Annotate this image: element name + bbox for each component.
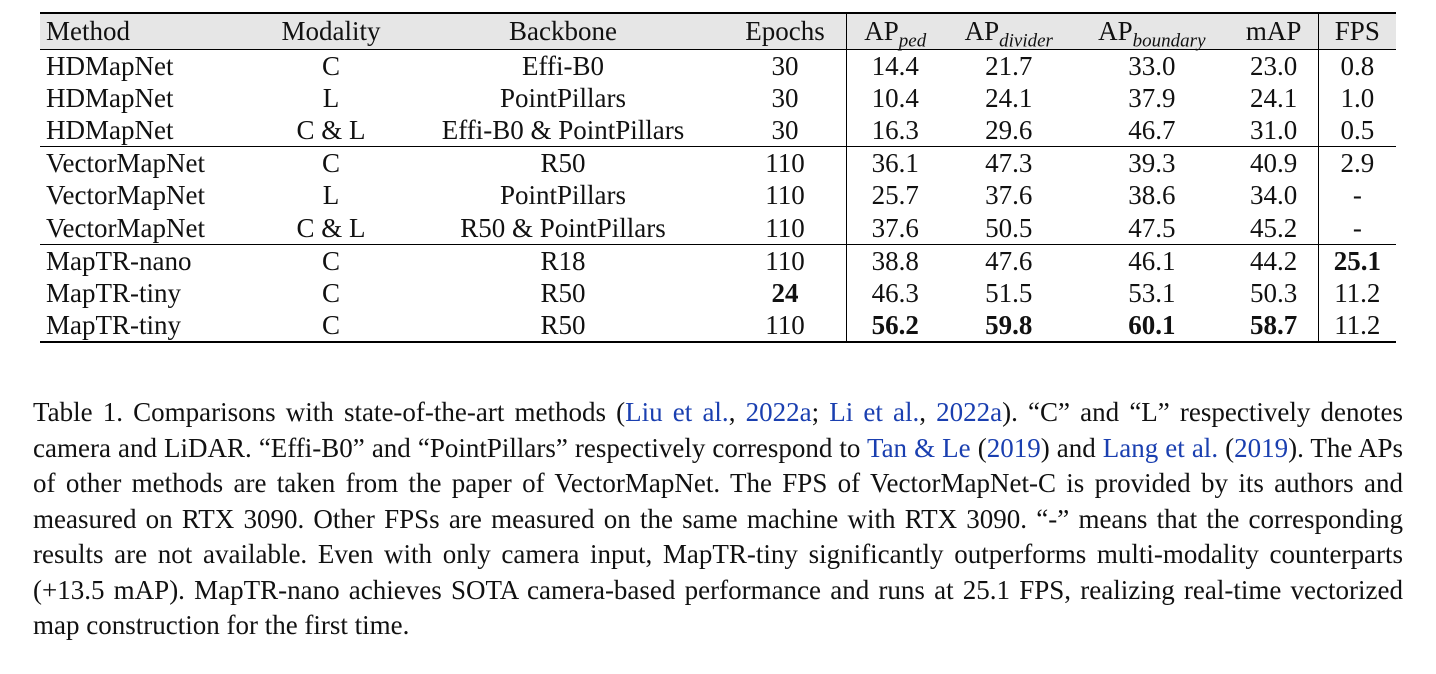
cell-ap-ped: 38.8 — [847, 244, 944, 277]
cell-backbone: PointPillars — [499, 180, 627, 211]
header-ap-ped-sub: ped — [898, 30, 927, 52]
cell-backbone: PointPillars — [499, 82, 627, 113]
table-row — [40, 179, 1396, 212]
caption-text: ). The APs of other methods are taken from the paper of VectorMapNet. The FPS of VectorMapNet-C is provided by its authors and measured on RTX 3090. Other FPSs are measured on the same machine with RTX 3090. “-” means that the corresponding results are not available. Even with only camera input, MapTR-tiny significantly outperforms multi-modality counterparts (+13.5 mAP). MapTR-nano achieves SOTA camera-based performance and runs at 25.1 FPS, realizing real-time vectorized map construction for the first time. — [33, 432, 1403, 640]
cell-epochs: 110 — [724, 309, 847, 342]
table-caption — [33, 395, 1403, 644]
cell-fps: 11.2 — [1318, 277, 1396, 310]
citation-year-link[interactable]: 2022a — [936, 397, 1003, 427]
header-ap-boundary-base: AP — [1098, 16, 1133, 47]
cell-backbone: Effi-B0 & PointPillars — [402, 114, 724, 147]
cell-modality: L — [322, 82, 340, 113]
header-method: Method — [40, 13, 260, 49]
cell-epochs: 110 — [765, 180, 805, 211]
table-row — [40, 114, 1396, 147]
table-row — [40, 212, 1396, 245]
cell-map: 50.3 — [1249, 277, 1298, 308]
cell-method: MapTR-tiny — [40, 309, 260, 342]
header-map: mAP — [1230, 13, 1319, 49]
cell-ap-divider: 59.8 — [943, 309, 1074, 342]
cell-modality: C & L — [260, 212, 402, 245]
cell-method: MapTR-nano — [46, 245, 192, 276]
cell-ap-ped: 46.3 — [847, 277, 944, 310]
caption-text: ( — [970, 432, 987, 463]
cell-backbone: R50 — [540, 148, 586, 178]
cell-modality: C — [260, 309, 402, 342]
cell-backbone: R18 — [540, 245, 586, 276]
cell-modality: C — [321, 277, 340, 308]
citation-link[interactable]: Li et al. — [829, 397, 920, 427]
cell-fps: 1.0 — [1318, 82, 1396, 115]
cell-map: 24.1 — [1249, 82, 1298, 113]
caption-text: Table 1. Comparisons with state-of-the-art methods ( — [33, 397, 626, 427]
caption-text: ) and — [1040, 432, 1103, 463]
cell-modality: L — [322, 180, 340, 211]
cell-fps: 11.2 — [1318, 309, 1396, 342]
cell-method: HDMapNet — [46, 82, 174, 113]
table-header — [40, 13, 1396, 52]
cell-method: VectorMapNet — [40, 212, 260, 245]
cell-epochs: 30 — [724, 114, 847, 147]
cell-ap-divider: 50.5 — [943, 212, 1074, 245]
cell-ap-ped: 37.6 — [847, 212, 944, 245]
citation-link[interactable]: Lang et al. — [1102, 432, 1219, 463]
table-row — [40, 309, 1396, 342]
table-row — [40, 277, 1396, 310]
cell-epochs: 30 — [771, 50, 799, 81]
cell-ap-divider: 47.6 — [985, 245, 1033, 276]
cell-backbone: Effi-B0 — [522, 50, 604, 81]
cell-method: VectorMapNet — [46, 148, 205, 178]
citation-year-link[interactable]: 2019 — [1234, 432, 1289, 463]
cell-ap-divider: 24.1 — [985, 82, 1033, 113]
cell-epochs: 110 — [765, 245, 805, 276]
header-ap-boundary — [1074, 13, 1229, 52]
cell-ap-divider: 47.3 — [985, 148, 1033, 178]
cell-backbone: R50 & PointPillars — [402, 212, 724, 245]
header-row — [40, 13, 1396, 49]
cell-modality: C & L — [260, 114, 402, 147]
header-ap-divider-base: AP — [964, 16, 1000, 47]
cell-map: 58.7 — [1230, 309, 1319, 342]
cell-fps: 0.8 — [1318, 49, 1396, 82]
header-ap-divider-sub: divider — [999, 30, 1053, 52]
cell-backbone: R50 — [540, 277, 586, 308]
cell-ap-boundary: 33.0 — [1128, 50, 1176, 81]
cell-ap-divider: 29.6 — [943, 114, 1074, 147]
cell-epochs: 30 — [771, 82, 799, 113]
caption-text: , — [919, 397, 937, 427]
cell-epochs: 110 — [724, 212, 847, 245]
header-ap-ped-base: AP — [864, 16, 899, 47]
cell-map: 31.0 — [1230, 114, 1319, 147]
cell-backbone: R50 — [402, 309, 724, 342]
table-row — [40, 147, 1396, 180]
cell-map: 44.2 — [1249, 245, 1298, 276]
cell-ap-boundary: 53.1 — [1128, 277, 1176, 308]
cell-ap-boundary: 60.1 — [1074, 309, 1229, 342]
table-row — [40, 244, 1396, 277]
caption-text: , — [728, 397, 746, 427]
cell-ap-ped: 25.7 — [847, 179, 944, 212]
cell-ap-ped: 56.2 — [847, 309, 944, 342]
cell-modality: C — [321, 148, 340, 178]
cell-ap-ped: 36.1 — [847, 147, 944, 180]
cell-ap-boundary: 46.7 — [1074, 114, 1229, 147]
cell-ap-boundary: 37.9 — [1128, 82, 1176, 113]
cell-fps: - — [1318, 212, 1396, 245]
header-ap-ped — [847, 13, 944, 52]
cell-epochs: 110 — [765, 148, 805, 178]
cell-ap-boundary: 46.1 — [1128, 245, 1176, 276]
results-table — [40, 12, 1396, 343]
cell-map: 23.0 — [1249, 50, 1298, 81]
cell-ap-boundary: 39.3 — [1128, 148, 1176, 178]
header-backbone: Backbone — [402, 13, 724, 49]
cell-method: HDMapNet — [40, 114, 260, 147]
header-epochs: Epochs — [724, 13, 847, 49]
cell-fps: 0.5 — [1318, 114, 1396, 147]
cell-map: 45.2 — [1230, 212, 1319, 245]
cell-ap-boundary: 47.5 — [1074, 212, 1229, 245]
cell-map: 34.0 — [1249, 180, 1298, 211]
cell-map: 40.9 — [1249, 148, 1298, 178]
cell-method: VectorMapNet — [46, 180, 205, 211]
caption-text: ( — [1218, 432, 1235, 463]
cell-ap-ped: 16.3 — [847, 114, 944, 147]
caption-text: ). “C” and “L” respectively denotes camera and LiDAR. “Effi-B0” and “PointPillars” respectively correspond to — [33, 397, 1404, 463]
cell-method: MapTR-tiny — [46, 277, 181, 308]
citation-year-link[interactable]: 2019 — [986, 432, 1041, 463]
citation-link[interactable]: Liu et al. — [625, 397, 729, 427]
header-fps: FPS — [1318, 13, 1396, 49]
table-body — [40, 49, 1396, 342]
cell-fps: 25.1 — [1318, 244, 1396, 277]
table-row — [40, 49, 1396, 82]
caption-text: ; — [811, 397, 830, 427]
header-ap-boundary-sub: boundary — [1132, 30, 1206, 52]
cell-ap-ped: 10.4 — [847, 82, 944, 115]
header-modality: Modality — [260, 13, 402, 49]
cell-ap-divider: 37.6 — [985, 180, 1033, 211]
citation-year-link[interactable]: 2022a — [745, 397, 812, 427]
table-row — [40, 82, 1396, 115]
cell-fps: - — [1318, 179, 1396, 212]
cell-ap-ped: 14.4 — [847, 49, 944, 82]
header-ap-divider — [943, 13, 1074, 52]
cell-ap-boundary: 38.6 — [1128, 180, 1176, 211]
cell-fps: 2.9 — [1318, 147, 1396, 180]
cell-method: HDMapNet — [46, 50, 174, 81]
cell-modality: C — [321, 50, 340, 81]
citation-link[interactable]: Tan & Le — [866, 432, 971, 463]
cell-epochs: 24 — [771, 277, 799, 308]
cell-ap-divider: 21.7 — [985, 50, 1033, 81]
cell-modality: C — [321, 245, 340, 276]
cell-ap-divider: 51.5 — [985, 277, 1033, 308]
